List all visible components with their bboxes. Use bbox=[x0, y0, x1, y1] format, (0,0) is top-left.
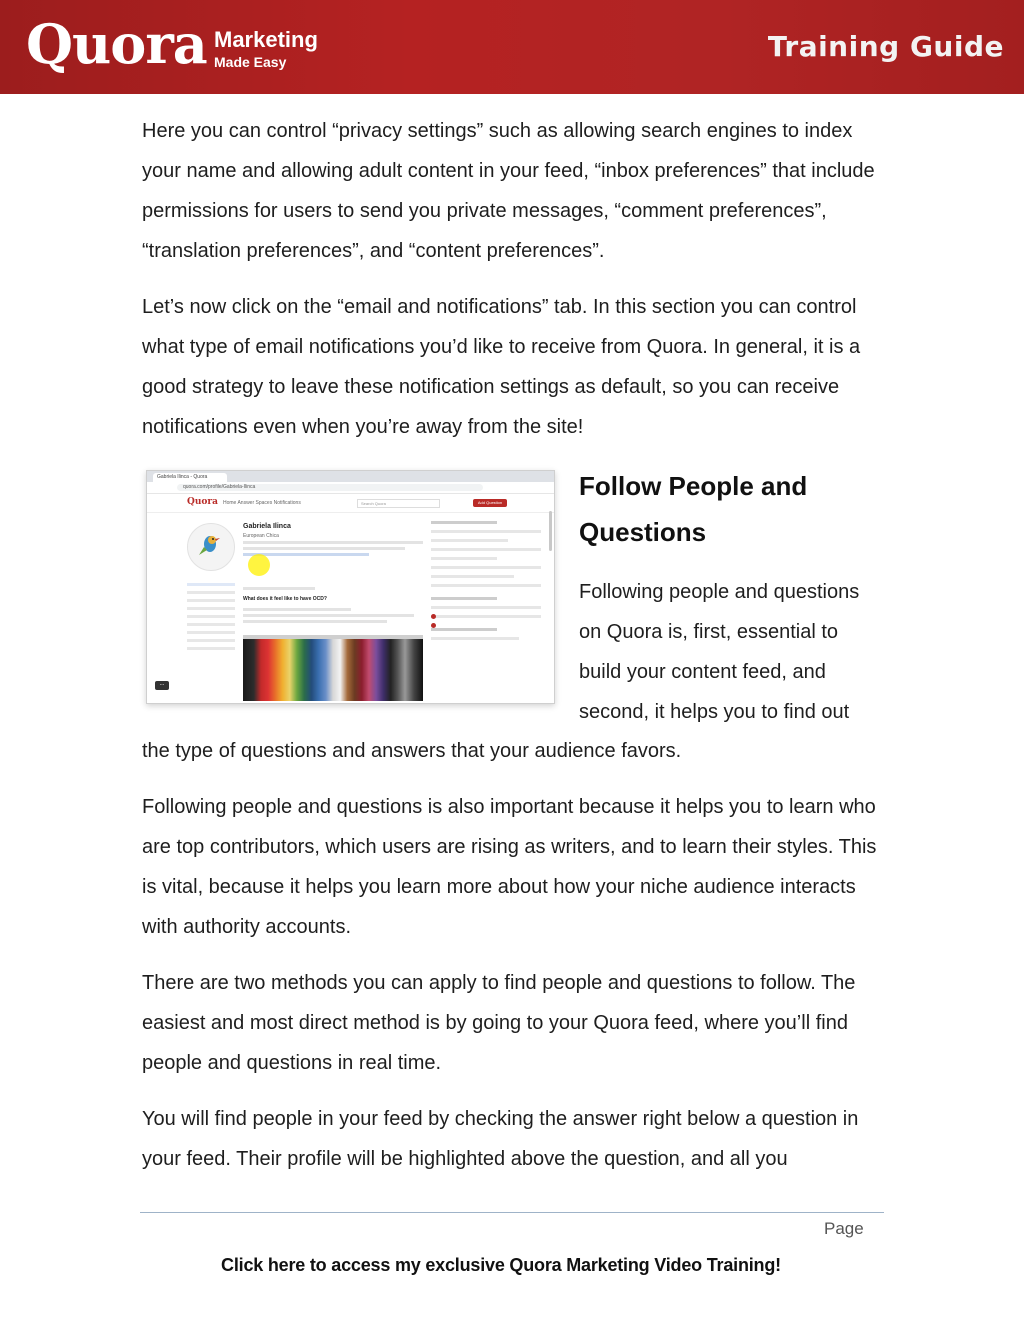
logo-marketing-text: Marketing bbox=[214, 27, 318, 52]
profile-bio-lines bbox=[243, 541, 423, 559]
feeds-sidebar bbox=[187, 583, 235, 655]
profile-name: Gabriela Ilinca bbox=[243, 523, 291, 530]
paragraph-find-people: You will find people in your feed by checking the answer right below a question in your feed. Their profile will be highlighted above the question, and all you bbox=[142, 1108, 859, 1170]
browser-tab-bar bbox=[147, 471, 554, 482]
paragraph-email-notifications: Let’s now click on the “email and notifications” tab. In this section you can control what type of email notifications you’d like to receive from Quora. In general, it is a good strategy to leave these notification settings as default, so you can receive notifications even when you’re away from the site! bbox=[142, 296, 861, 438]
section-heading bbox=[579, 463, 879, 555]
scrollbar bbox=[549, 511, 552, 551]
bird-icon bbox=[197, 531, 223, 559]
profile-tagline: European Chica bbox=[243, 533, 279, 539]
paragraph-two-methods: There are two methods you can apply to find people and questions to follow. The easiest and most direct method is by going to your Quora feed, where you’ll find people and questions in real time. bbox=[142, 972, 856, 1074]
paragraph-following-importance: Following people and questions is also important because it helps you to learn who are top contributors, which users are rising as writers, and to learn their styles. This is vital, because it helps you learn more about how your niche audience interacts with authority accounts. bbox=[142, 796, 877, 938]
browser-url: quora.com/profile/Gabriela-Ilinca bbox=[177, 484, 483, 491]
follow-highlight bbox=[248, 554, 270, 576]
logo-made-easy-text: Made Easy bbox=[214, 54, 287, 70]
quora-search-box: Search Quora bbox=[357, 499, 440, 508]
quora-nav-links: Home Answer Spaces Notifications bbox=[223, 500, 301, 506]
profile-answer-item bbox=[243, 587, 423, 626]
paragraph-following-intro: Following people and questions on Quora is, first, essential to build your content feed, and second, it helps you to find out bbox=[579, 581, 860, 723]
page-label: Page bbox=[824, 1219, 864, 1238]
quora-nav-bar bbox=[147, 494, 554, 513]
section-heading-line2: Questions bbox=[579, 517, 707, 547]
quora-mini-logo: Quora bbox=[187, 497, 218, 507]
browser-address-bar bbox=[147, 482, 554, 494]
quora-logo: Quora bbox=[26, 12, 207, 76]
quora-profile-screenshot bbox=[146, 470, 555, 704]
clothes-rack-image bbox=[243, 639, 423, 701]
footer-divider bbox=[140, 1212, 884, 1213]
more-options-button: ... bbox=[155, 681, 169, 690]
credentials-column bbox=[431, 521, 541, 646]
answer-question-title: What does it feel like to have OCD? bbox=[243, 596, 327, 602]
paragraph-following-continued: the type of questions and answers that your audience favors. bbox=[142, 740, 682, 762]
paragraph-privacy-settings: Here you can control “privacy settings” such as allowing search engines to index your name and allowing adult content in your feed, “inbox preferences” that include permissions for users to send you private messages, “comment preferences”, “translation preferences”, and “content preferences”. bbox=[142, 120, 875, 262]
section-heading-line1: Follow People and bbox=[579, 471, 808, 501]
video-training-link[interactable]: Click here to access my exclusive Quora Marketing Video Training! bbox=[221, 1255, 781, 1275]
header-banner bbox=[0, 0, 1024, 94]
training-guide-title: Training Guide bbox=[767, 30, 1004, 63]
add-question-button: Add Question bbox=[473, 499, 507, 507]
browser-tab: Gabriela Ilinca - Quora bbox=[153, 473, 227, 482]
